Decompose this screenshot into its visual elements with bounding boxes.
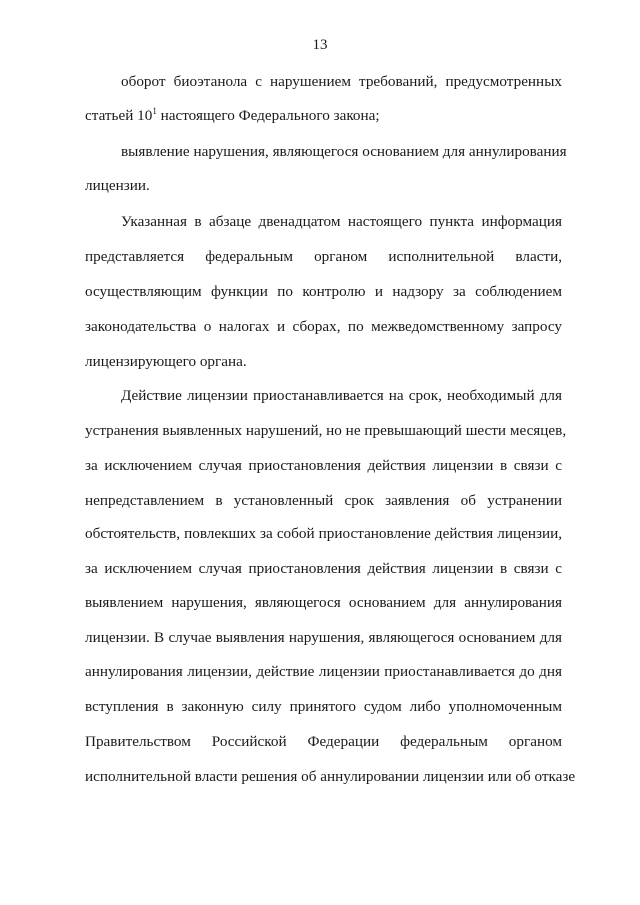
text-line: вступления в законную силу принятого судом либо уполномоченным: [85, 698, 562, 715]
text-line: за исключением случая приостановления действия лицензии в связи с: [85, 560, 562, 577]
text-fragment: настоящего Федерального закона;: [160, 107, 380, 124]
text-line: лицензии. В случае выявления нарушения, являющегося основанием для: [85, 629, 562, 646]
text-line: выявлением нарушения, являющегося основанием для аннулирования: [85, 594, 562, 611]
text-line: непредставлением в установленный срок заявления об устранении: [85, 492, 562, 509]
text-line: законодательства о налогах и сборах, по межведомственному запросу: [85, 318, 562, 335]
text-line: выявление нарушения, являющегося основанием для аннулирования: [121, 143, 567, 160]
text-line: лицензирующего органа.: [85, 353, 247, 370]
text-line: Указанная в абзаце двенадцатом настоящего пункта информация: [121, 213, 562, 230]
text-line: Действие лицензии приостанавливается на срок, необходимый для: [121, 387, 562, 404]
text-fragment: статьей 10: [85, 107, 153, 124]
text-line: исполнительной власти решения об аннулировании лицензии или об отказе: [85, 768, 576, 785]
superscript: 1: [152, 106, 157, 116]
text-line: представляется федеральным органом исполнительной власти,: [85, 248, 562, 265]
text-line: устранения выявленных нарушений, но не превышающий шести месяцев,: [85, 422, 567, 439]
text-line: лицензии.: [85, 177, 150, 194]
text-line: обстоятельств, повлекших за собой приостановление действия лицензии,: [85, 525, 562, 542]
page-number: 13: [312, 37, 328, 53]
text-line: оборот биоэтанола с нарушением требований, предусмотренных: [121, 73, 562, 90]
text-line: Правительством Российской Федерации федеральным органом: [85, 733, 562, 750]
text-line: [85, 107, 562, 125]
text-line: аннулирования лицензии, действие лицензии приостанавливается до дня: [85, 663, 562, 680]
text-line: осуществляющим функции по контролю и надзору за соблюдением: [85, 283, 562, 300]
text-line: за исключением случая приостановления действия лицензии в связи с: [85, 457, 562, 474]
